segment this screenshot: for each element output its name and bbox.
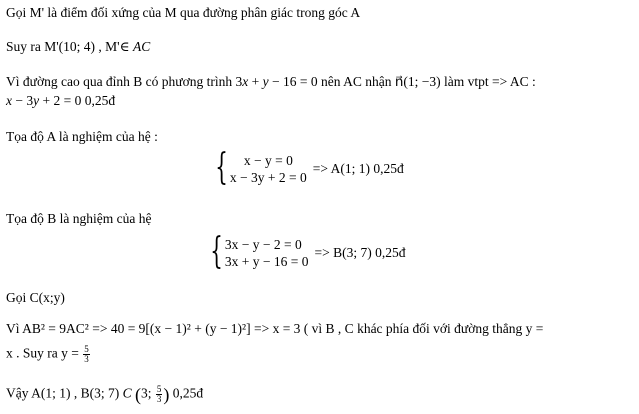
brace-b: { bbox=[210, 231, 223, 272]
text-line-2 bbox=[6, 40, 150, 54]
line-3-var-x: x bbox=[242, 74, 249, 89]
paren-close: ) bbox=[163, 384, 170, 405]
text-line-1 bbox=[6, 6, 360, 20]
line-11-text: Gọi C(x;y) bbox=[6, 290, 65, 305]
fraction-c-den: 3 bbox=[156, 394, 162, 404]
line-3-plus: + bbox=[248, 74, 263, 89]
line-3-var-y: y bbox=[262, 74, 269, 89]
system-b-result: => B(3; 7) 0,25đ bbox=[314, 245, 406, 261]
system-a-eq2: x − 3y + 2 = 0 bbox=[229, 170, 307, 185]
line-4-part-b: − 3 bbox=[12, 93, 34, 108]
line-3-part-a: Vì đường cao qua đỉnh B có phương trình 3 bbox=[6, 74, 243, 89]
brace-a: { bbox=[215, 147, 228, 188]
system-a-equations bbox=[230, 153, 307, 185]
line-4-part-d: + 2 = 0 0,25đ bbox=[39, 93, 116, 108]
line-4-var-y: y bbox=[33, 93, 40, 108]
line-1-text: Gọi M' là điểm đối xứng của M qua đường phân giác trong góc A bbox=[6, 5, 361, 20]
text-line-3 bbox=[6, 75, 536, 89]
line-3-part-e: − 16 = 0 nên AC nhận n⃗(1; −3) làm vtpt => AC : bbox=[268, 74, 536, 89]
text-line-8 bbox=[6, 212, 151, 226]
line-14-part-a: Vậy A(1; 1) , B(3; 7) bbox=[6, 385, 123, 401]
line-14-coord: 3; bbox=[141, 385, 155, 401]
system-b-eq1: 3x − y − 2 = 0 bbox=[224, 237, 302, 252]
text-line-12 bbox=[6, 322, 543, 336]
text-line-11 bbox=[6, 291, 65, 305]
text-line-4 bbox=[6, 94, 115, 108]
text-line-14 bbox=[6, 385, 203, 404]
equation-system-b bbox=[200, 231, 406, 272]
line-12-text: Vì AB² = 9AC² => 40 = 9[(x − 1)² + (y − 1)²] => x = 3 ( vì B , C khác phía đối với đường thẳng y = bbox=[6, 321, 544, 336]
equation-system-a bbox=[205, 147, 404, 188]
paren-open: ( bbox=[135, 384, 141, 405]
system-a-eq1: x − y = 0 bbox=[243, 153, 293, 168]
fraction-c-num: 5 bbox=[156, 384, 162, 394]
text-line-13 bbox=[6, 345, 91, 364]
line-5-text: Tọa độ A là nghiệm của hệ : bbox=[6, 129, 158, 144]
fraction-y-num: 5 bbox=[84, 344, 89, 354]
system-a-result: => A(1; 1) 0,25đ bbox=[312, 161, 404, 177]
line-14-part-d: 0,25đ bbox=[169, 385, 204, 401]
line-14-var-c: C bbox=[122, 385, 132, 401]
line-13-text: x . Suy ra y = bbox=[6, 345, 79, 361]
line-8-text: Tọa độ B là nghiệm của hệ bbox=[6, 211, 152, 226]
fraction-y-den: 3 bbox=[84, 354, 89, 364]
line-4-var-x: x bbox=[6, 93, 12, 108]
line-2-text: Suy ra M'(10; 4) , M'∈ bbox=[6, 39, 133, 54]
line-2-math: AC bbox=[132, 39, 151, 54]
fraction-y bbox=[83, 345, 90, 364]
fraction-c bbox=[156, 385, 163, 404]
text-line-5 bbox=[6, 130, 158, 144]
system-b-eq2: 3x + y − 16 = 0 bbox=[224, 254, 309, 269]
system-b-equations bbox=[225, 237, 309, 269]
